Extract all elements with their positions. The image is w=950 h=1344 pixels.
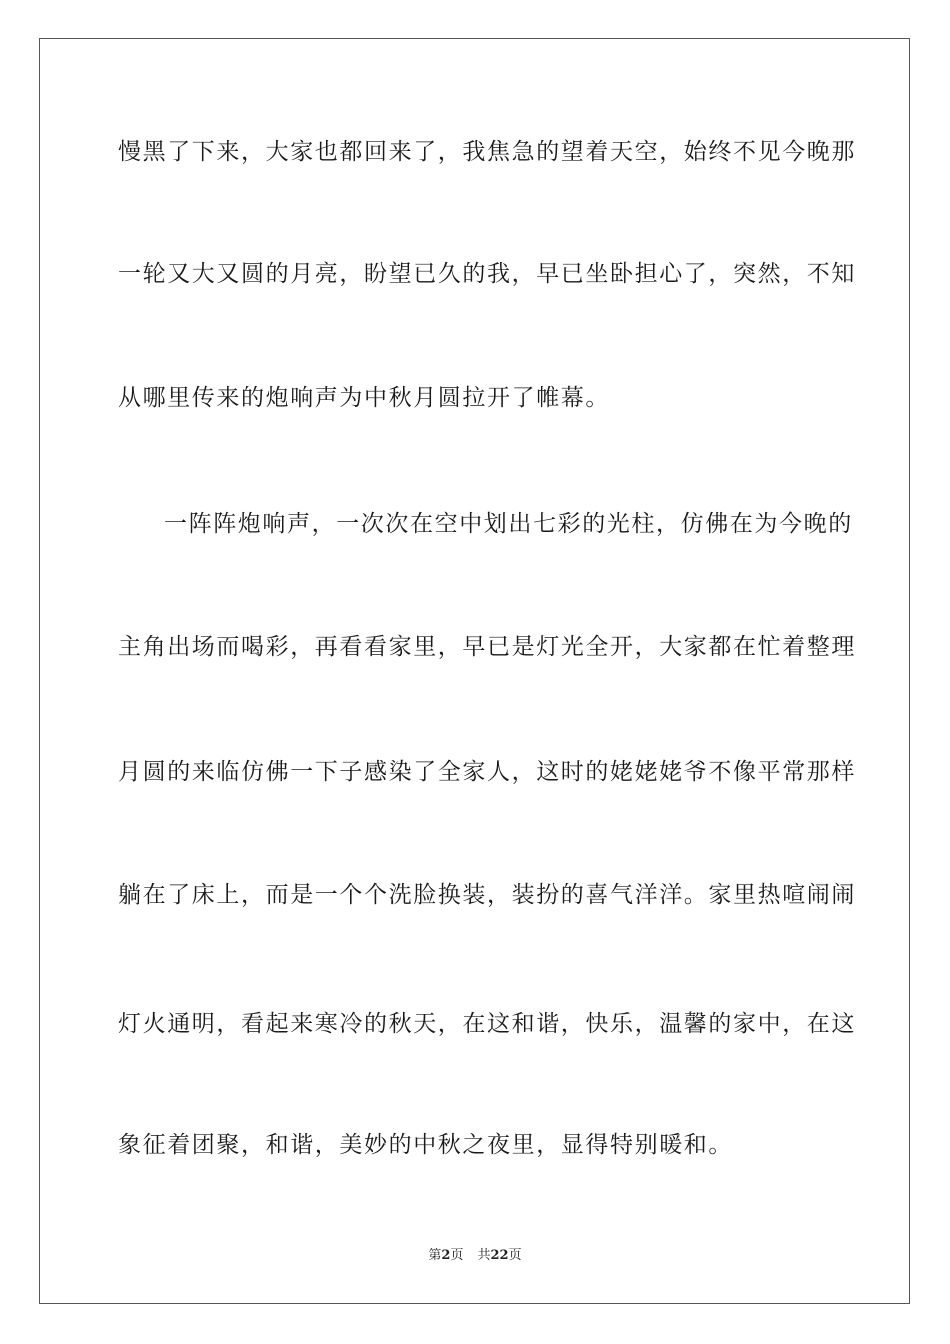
text-line: 象征着团聚，和谐，美妙的中秋之夜里，显得特别暖和。 xyxy=(118,1132,733,1158)
page-footer xyxy=(0,1247,950,1265)
footer-total-suffix: 页 xyxy=(508,1248,522,1263)
footer-prefix: 第 xyxy=(428,1248,442,1263)
text-line: 慢黑了下来，大家也都回来了，我焦急的望着天空，始终不见今晚那 xyxy=(118,139,856,165)
total-pages: 22 xyxy=(490,1248,509,1263)
text-line: 一轮又大又圆的月亮，盼望已久的我，早已坐卧担心了，突然，不知 xyxy=(118,261,856,287)
text-line: 躺在了床上，而是一个个洗脸换装，装扮的喜气洋洋。家里热喧闹闹 xyxy=(118,882,856,908)
text-line: 灯火通明，看起来寒冷的秋天，在这和谐，快乐，温馨的家中，在这 xyxy=(118,1011,856,1037)
page-border xyxy=(39,38,910,1304)
text-line: 主角出场而喝彩，再看看家里，早已是灯光全开，大家都在忙着整理 xyxy=(118,634,856,660)
footer-page-suffix: 页 xyxy=(450,1248,464,1263)
text-line: 一阵阵炮响声，一次次在空中划出七彩的光柱，仿佛在为今晚的 xyxy=(164,511,853,537)
page-number: 2 xyxy=(441,1248,451,1263)
text-line: 从哪里传来的炮响声为中秋月圆拉开了帷幕。 xyxy=(118,385,610,411)
footer-total-prefix: 共 xyxy=(477,1248,491,1263)
text-line: 月圆的来临仿佛一下子感染了全家人，这时的姥姥姥爷不像平常那样 xyxy=(118,759,856,785)
